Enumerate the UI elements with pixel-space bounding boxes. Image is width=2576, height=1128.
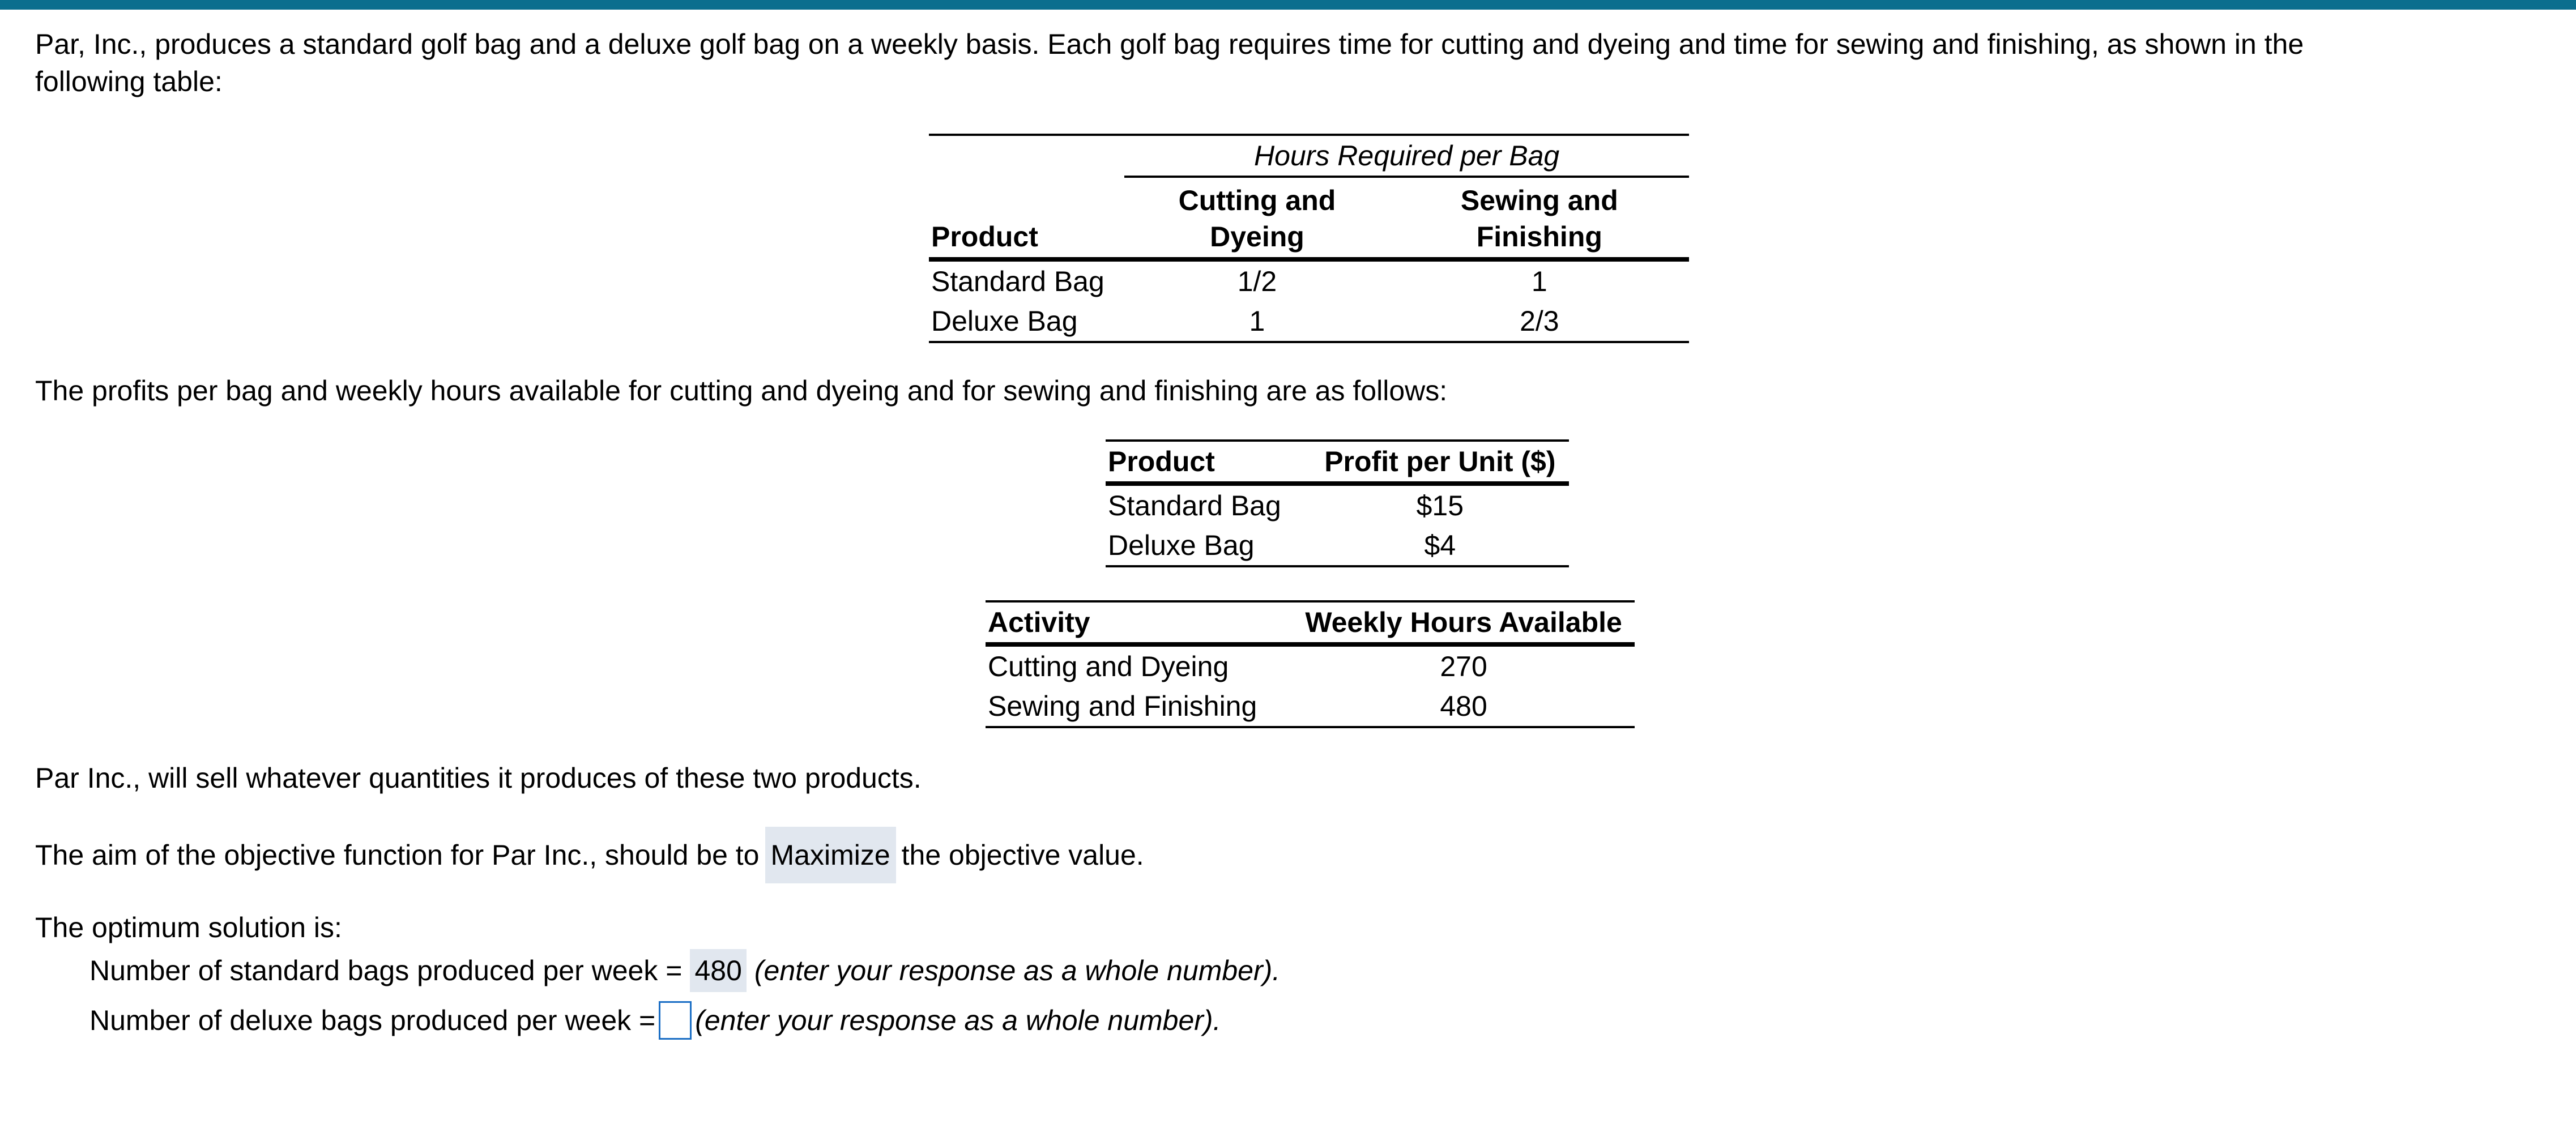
col-header-profit: Profit per Unit ($) — [1324, 446, 1556, 477]
col-header-hours: Weekly Hours Available — [1305, 606, 1622, 638]
deluxe-bags-line: Number of deluxe bags produced per week = (enter your response as a whole number). — [89, 992, 1221, 1049]
profits-intro: The profits per bag and weekly hours available for cutting and dyeing and for sewing and finishing are as follows: — [35, 375, 1448, 407]
standard-bags-answer[interactable]: 480 — [690, 949, 746, 992]
col-header-cutting: Cutting and Dyeing — [1178, 185, 1336, 253]
table-row: Deluxe Bag $4 — [1108, 529, 1456, 561]
hours-available-table — [986, 600, 1635, 728]
table-row: Cutting and Dyeing 270 — [988, 651, 1487, 682]
col-header-activity: Activity — [988, 606, 1090, 638]
intro-line-1: Par, Inc., produces a standard golf bag and a deluxe golf bag on a weekly basis. Each golf bag requires time for cutting and dyeing and time for sewing and finishing, as shown in the — [35, 28, 2304, 60]
table-row: Deluxe Bag 1 2/3 — [931, 305, 1559, 337]
standard-bags-line: Number of standard bags produced per week = 480 (enter your response as a whole number). — [89, 942, 1280, 999]
table-row: Standard Bag $15 — [1108, 490, 1464, 522]
hours-required-table — [929, 134, 1689, 343]
table-row: Standard Bag 1/2 1 — [931, 266, 1547, 297]
col-header-product: Product — [931, 221, 1038, 253]
table-row: Sewing and Finishing 480 — [988, 690, 1487, 722]
col-header-product: Product — [1108, 446, 1215, 477]
profit-table — [1106, 439, 1569, 567]
hours-required-group-header: Hours Required per Bag — [1124, 135, 1689, 177]
objective-sentence: The aim of the objective function for Par Inc., should be to Maximize the objective value. — [35, 827, 1144, 883]
sell-statement: Par Inc., will sell whatever quantities it produces of these two products. — [35, 762, 922, 794]
deluxe-bags-input[interactable] — [659, 1001, 692, 1040]
col-header-sewing: Sewing and Finishing — [1460, 185, 1618, 253]
optimum-heading: The optimum solution is: — [35, 912, 342, 943]
top-accent-bar — [0, 0, 2576, 10]
intro-line-2: following table: — [35, 66, 223, 97]
objective-answer[interactable]: Maximize — [765, 827, 896, 883]
